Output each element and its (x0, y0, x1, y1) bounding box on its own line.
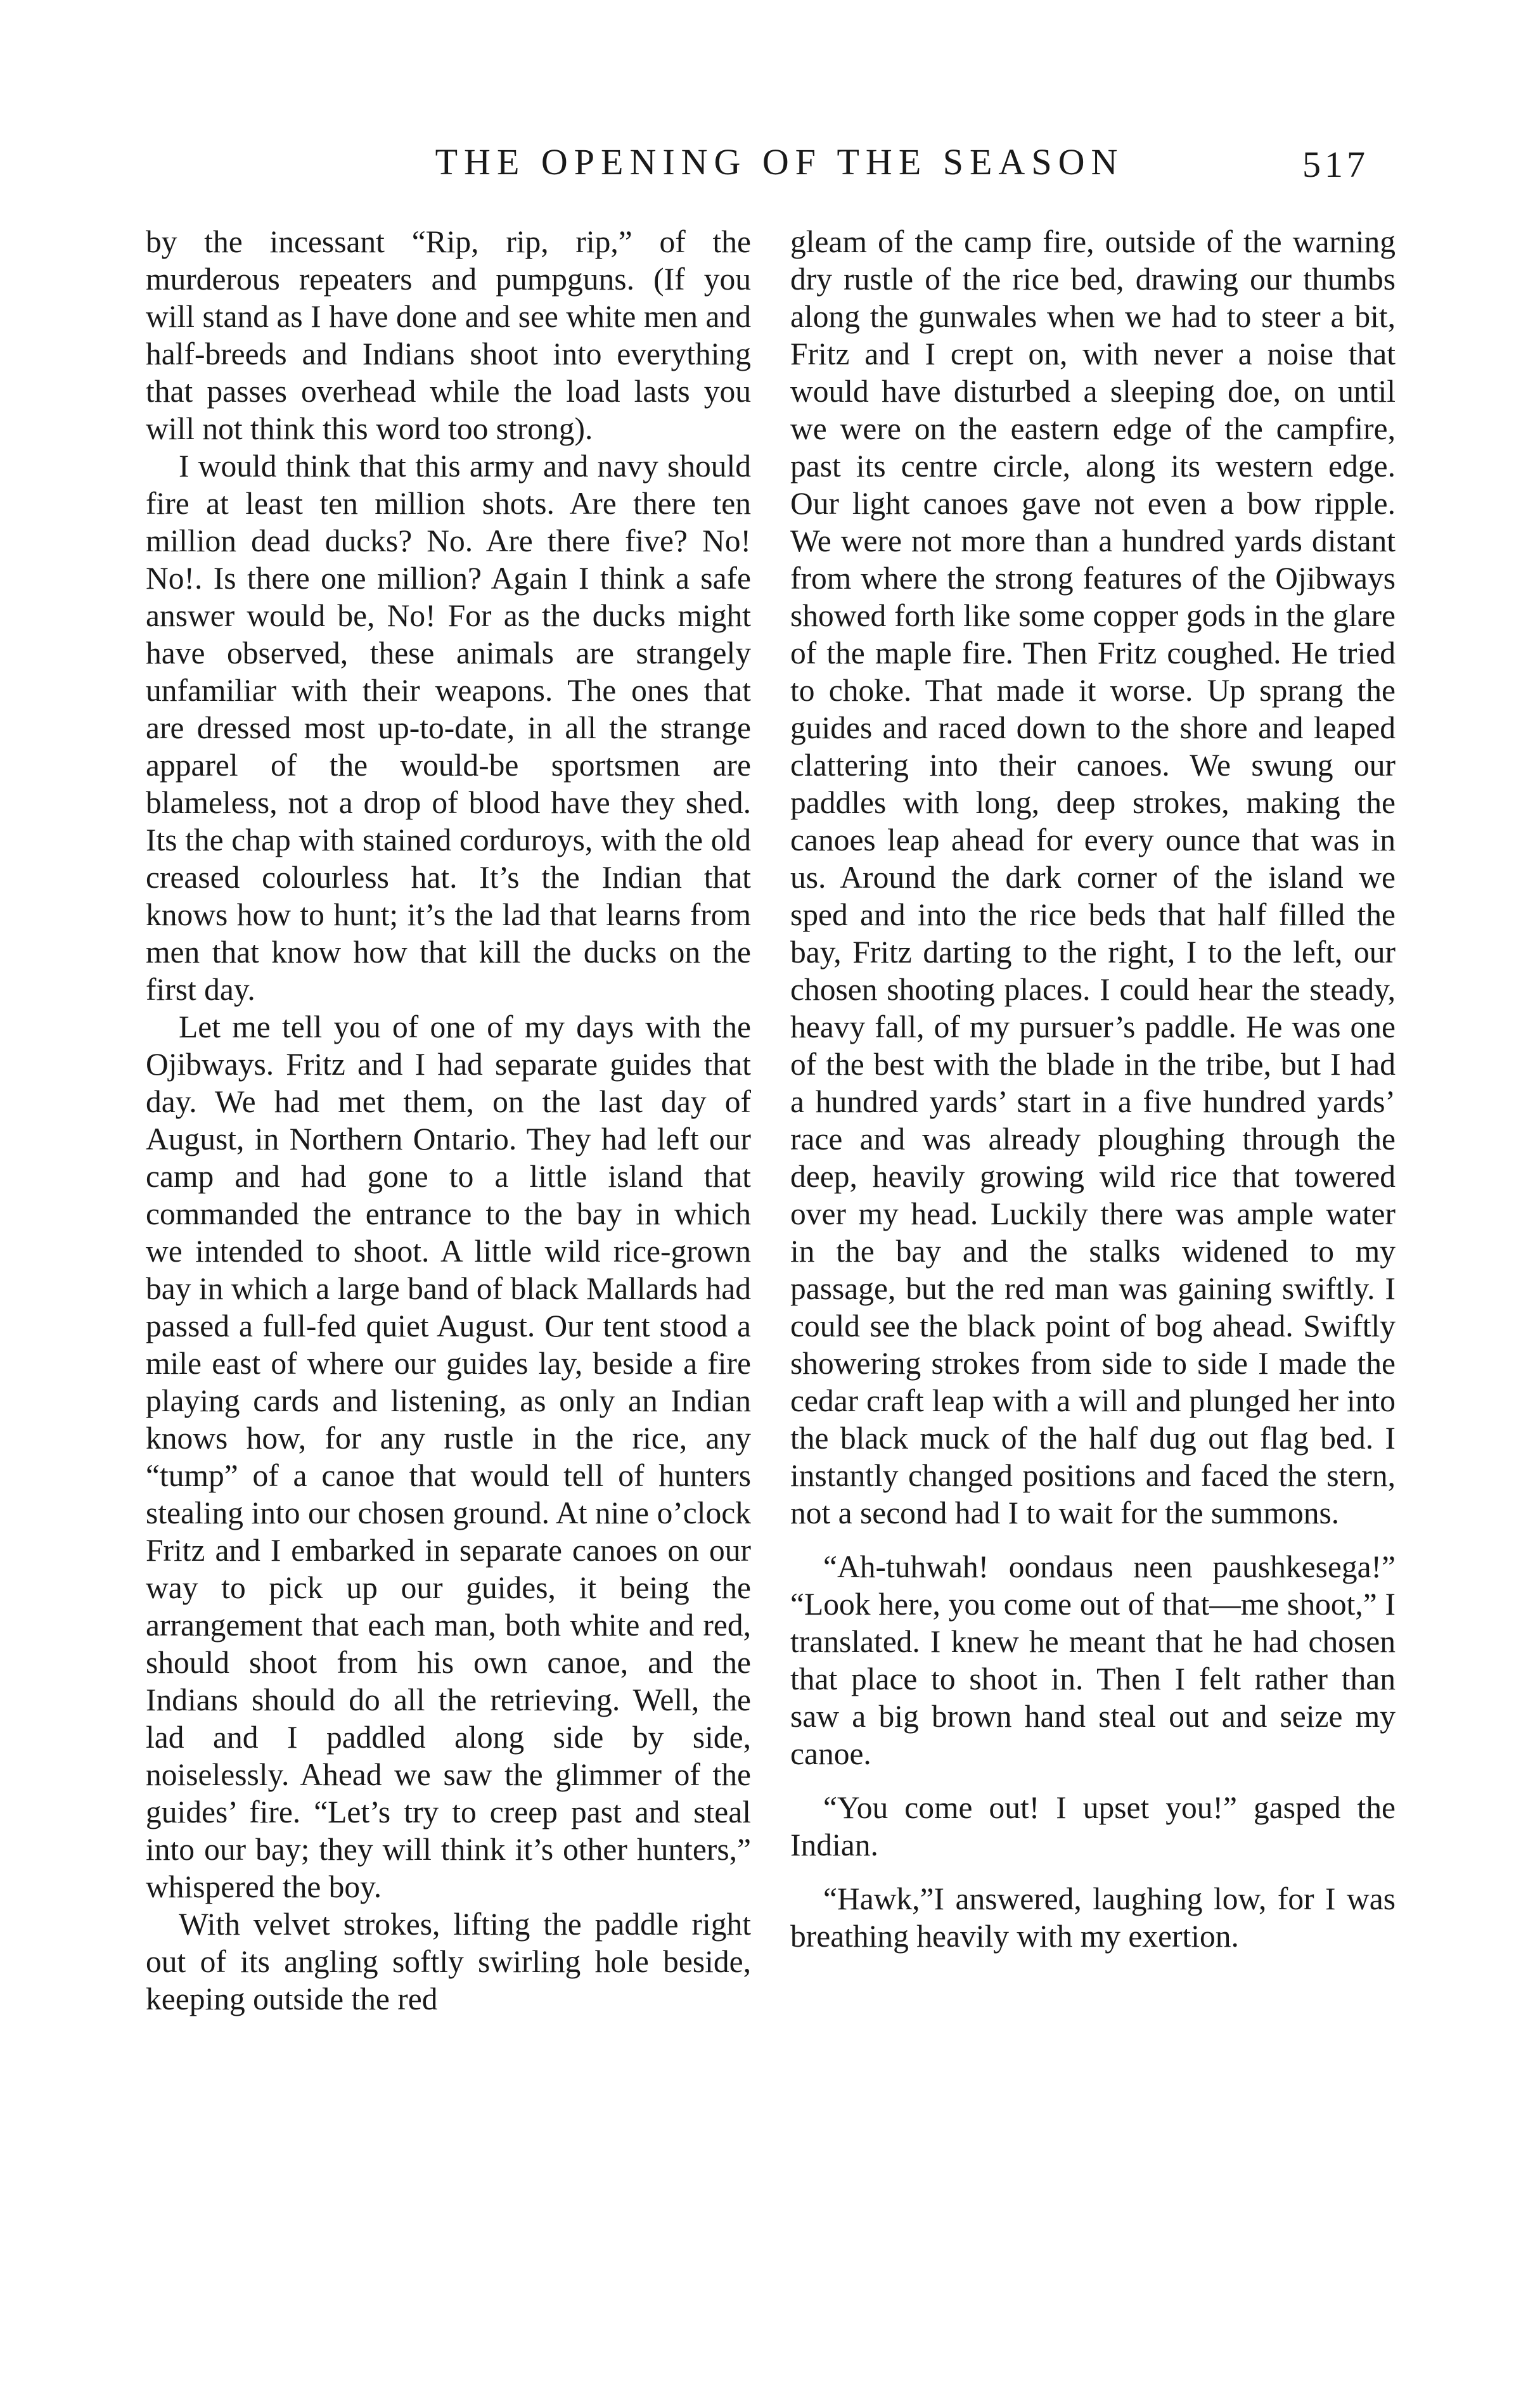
running-title: THE OPENING OF THE SEASON (435, 141, 1124, 183)
running-head (0, 141, 1521, 191)
paragraph: I would think that this army and navy should fire at least ten million shots. Are there ten million dead ducks? No. Are there five? No! No!. Is there one million? Again I think a safe answer would be, No! For as the ducks might have observed, these animals are strangely unfamiliar with their weapons. The ones that are dressed most up-to-date, in all the strange apparel of the would-be sportsmen are blameless, not a drop of blood have they shed. Its the chap with stained corduroys, with the old creased colourless hat. It’s the Indian that knows how to hunt; it’s the lad that learns from men that know how that kill the ducks on the first day. (146, 449, 751, 1007)
paragraph: “You come out! I upset you!” gasped the Indian. (790, 1790, 1396, 1862)
right-column (790, 223, 1396, 1955)
paragraph: “Hawk,”I answered, laughing low, for I was breathing heavily with my exertion. (790, 1881, 1396, 1954)
paragraph: gleam of the camp fire, outside of the warning dry rustle of the rice bed, drawing our thumbs along the gunwales when we had to steer a bit, Fritz and I crept on, with never a noise that would have disturbed a sleeping doe, on until we were on the eastern edge of the campfire, past its centre circle, along its western edge. Our light canoes gave not even a bow ripple. We were not more than a hundred yards distant from where the strong features of the Ojibways showed forth like some copper gods in the glare of the maple fire. Then Fritz coughed. He tried to choke. That made it worse. Up sprang the guides and raced down to the shore and leaped clattering into their canoes. We swung our paddles with long, deep strokes, making the canoes leap ahead for every ounce that was in us. Around the dark corner of the island we sped and into the rice beds that half filled the bay, Fritz darting to the right, I to the left, our chosen shooting places. I could hear the steady, heavy fall, of my pursuer’s paddle. He was one of the best with the blade in the tribe, but I had a hundred yards’ start in a five hundred yards’ race and was already ploughing through the deep, heavily growing wild rice that towered over my head. Luckily there was ample water in the bay and the stalks widened to my passage, but the red man was gaining swiftly. I could see the black point of bog ahead. Swiftly showering strokes from side to side I made the cedar craft leap with a will and plunged her into the black muck of the half dug out flag bed. I instantly changed positions and faced the stern, not a second had I to wait for the summons. (790, 224, 1396, 1530)
paragraph: Let me tell you of one of my days with the Ojibways. Fritz and I had separate guides that day. We had met them, on the last day of August, in Northern Ontario. They had left our camp and had gone to a little island that commanded the entrance to the bay in which we intended to shoot. A little wild rice-grown bay in which a large band of black Mallards had passed a full-fed quiet August. Our tent stood a mile east of where our guides lay, beside a fire playing cards and listening, as only an Indian knows how, for any rustle in the rice, any “tump” of a canoe that would tell of hunters stealing into our chosen ground. At nine o’clock Fritz and I embarked in separate canoes on our way to pick up our guides, it being the arrangement that each man, both white and red, should shoot from his own canoe, and the Indians should do all the retrieving. Well, the lad and I paddled along side by side, noiselessly. Ahead we saw the glimmer of the guides’ fire. “Let’s try to creep past and steal into our bay; they will think it’s other hunters,” whispered the boy. (146, 1009, 751, 1904)
left-column (146, 223, 751, 2018)
paragraph: With velvet strokes, lifting the paddle right out of its angling softly swirling hole beside, keeping outside the red (146, 1907, 751, 2016)
paragraph: “Ah-tuhwah! oondaus neen paushkesega!” “Look here, you come out of that—me shoot,” I translated. I knew he meant that he had chosen that place to shoot in. Then I felt rather than saw a big brown hand steal out and seize my canoe. (790, 1549, 1396, 1771)
page-number: 517 (1302, 144, 1369, 185)
paragraph: by the incessant “Rip, rip, rip,” of the murderous repeaters and pumpguns. (If you will stand as I have done and see white men and half-breeds and Indians shoot into everything that passes overhead while the load lasts you will not think this word too strong). (146, 224, 751, 446)
